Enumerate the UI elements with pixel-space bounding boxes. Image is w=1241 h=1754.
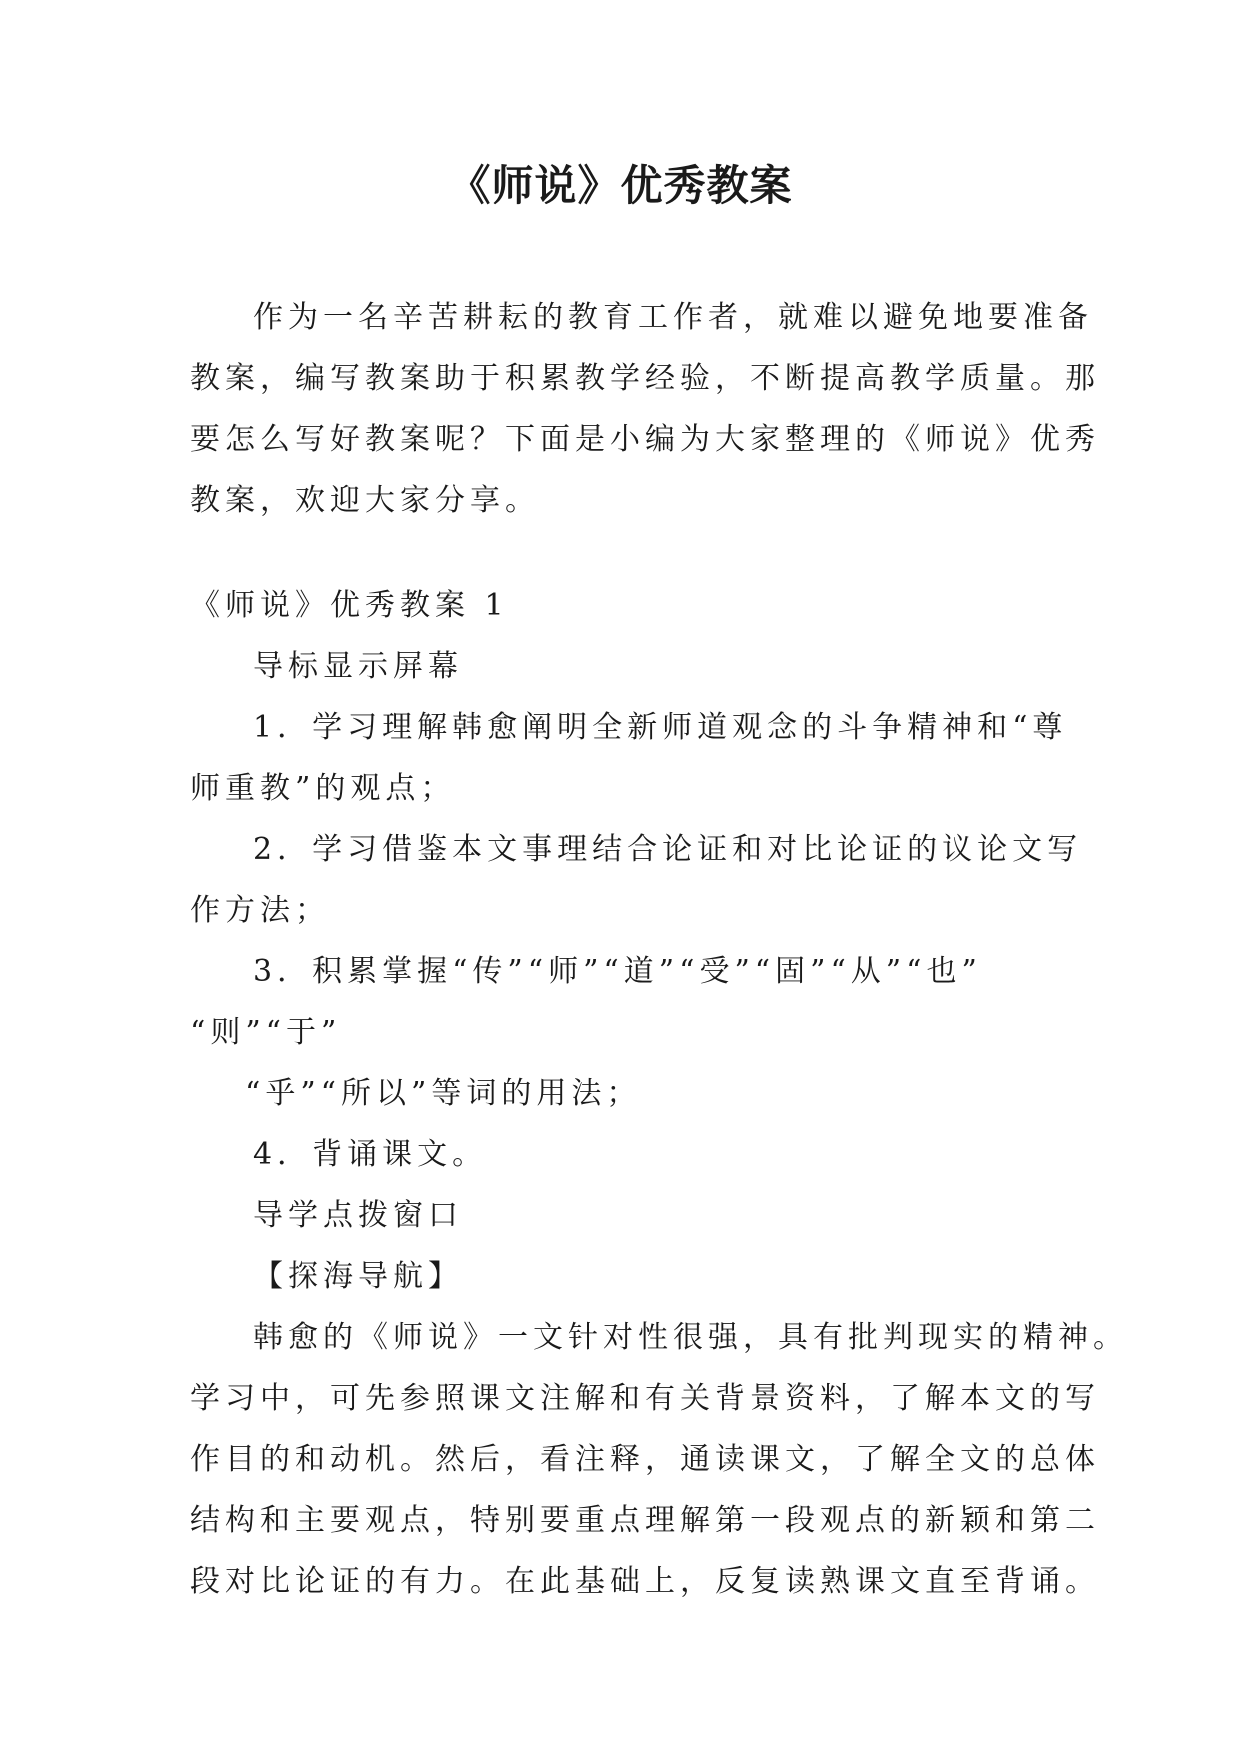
subheading-screen: 导标显示屏幕	[253, 649, 463, 684]
document-title: 《师说》优秀教案	[448, 161, 793, 210]
objective-3: 3．积累掌握“传”“师”“道”“受”“固”“从”“也”	[253, 954, 982, 989]
objective-1: 1．学习理解韩愈阐明全新师道观念的斗争精神和“尊	[253, 710, 1068, 745]
objective-3-cont: “则”“于”	[190, 1015, 342, 1050]
intro-line: 要怎么写好教案呢？下面是小编为大家整理的《师说》优秀	[190, 422, 1100, 457]
section-1	[190, 575, 1128, 1612]
subheading-window: 导学点拨窗口	[253, 1198, 463, 1233]
section-heading: 《师说》优秀教案 1	[190, 588, 509, 623]
intro-line: 教案，编写教案助于积累教学经验，不断提高教学质量。那	[190, 361, 1100, 396]
objective-2: 2．学习借鉴本文事理结合论证和对比论证的议论文写	[253, 832, 1083, 867]
objective-1-cont: 师重教”的观点；	[190, 771, 456, 806]
objective-3-cont2: “乎”“所以”等词的用法；	[245, 1076, 642, 1111]
paragraph-line: 结构和主要观点，特别要重点理解第一段观点的新颖和第二	[190, 1503, 1100, 1538]
intro-line: 教案，欢迎大家分享。	[190, 483, 540, 518]
objective-2-cont: 作方法；	[190, 893, 330, 928]
paragraph-line: 学习中，可先参照课文注解和有关背景资料，了解本文的写	[190, 1381, 1100, 1416]
intro-paragraph	[190, 287, 1100, 531]
objective-4: 4．背诵课文。	[253, 1137, 488, 1172]
paragraph-line: 作目的和动机。然后，看注释，通读课文，了解全文的总体	[190, 1442, 1100, 1477]
paragraph-line: 段对比论证的有力。在此基础上，反复读熟课文直至背诵。	[190, 1564, 1100, 1599]
paragraph-line: 韩愈的《师说》一文针对性很强，具有批判现实的精神。	[253, 1320, 1128, 1355]
intro-line: 作为一名辛苦耕耘的教育工作者，就难以避免地要准备	[253, 300, 1093, 335]
subheading-navigation: 【探海导航】	[253, 1259, 463, 1294]
